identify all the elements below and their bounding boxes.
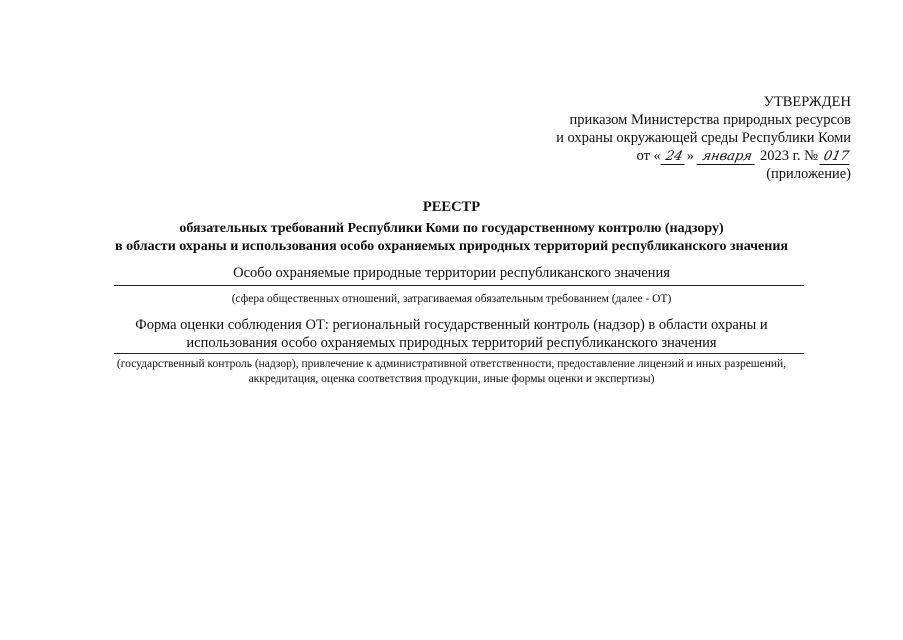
- registry-subtitle-line-1: обязательных требований Республики Коми по государственному контролю (надзору): [179, 221, 724, 236]
- date-quote-close: »: [686, 148, 694, 164]
- assessment-value: [90, 316, 813, 352]
- sphere-underline: [114, 285, 804, 286]
- approval-date-line: [556, 147, 851, 165]
- assessment-caption-line-2: аккредитация, оценка соответствия продукции, иные формы оценки и экспертизы): [248, 373, 655, 385]
- assessment-underline: [114, 353, 804, 354]
- handwritten-month: января: [696, 150, 757, 165]
- registry-title: РЕЕСТР: [422, 199, 481, 215]
- sphere-caption: (сфера общественных отношений, затрагиваемая обязательным требованием (далее - ОТ): [231, 293, 672, 305]
- approval-block: [556, 93, 851, 183]
- approval-order-line: приказом Министерства природных ресурсов: [569, 112, 851, 128]
- assessment-caption: [60, 357, 843, 387]
- approval-appendix-note: (приложение): [766, 166, 851, 182]
- date-year: 2023 г. №: [759, 148, 818, 164]
- date-prefix: от «: [636, 148, 661, 164]
- registry-subtitle: [0, 220, 903, 256]
- assessment-value-line-1: Форма оценки соблюдения ОТ: региональный государственный контроль (надзор) в области охраны и: [135, 317, 768, 333]
- registry-subtitle-line-2: в области охраны и использования особо охраняемых природных территорий республиканского значения: [115, 239, 788, 254]
- approval-ministry-line: и охраны окружающей среды Республики Коми: [556, 130, 851, 146]
- approval-heading: УТВЕРЖДЕН: [763, 94, 851, 110]
- sphere-value: Особо охраняемые природные территории республиканского значения: [233, 265, 670, 281]
- assessment-value-line-2: использования особо охраняемых природных территорий республиканского значения: [186, 335, 717, 351]
- handwritten-order-number: 017: [819, 150, 852, 165]
- handwritten-day: 24: [660, 150, 687, 165]
- assessment-caption-line-1: (государственный контроль (надзор), привлечение к административной ответственности, предоставление лицензий и иных разрешений,: [116, 358, 787, 370]
